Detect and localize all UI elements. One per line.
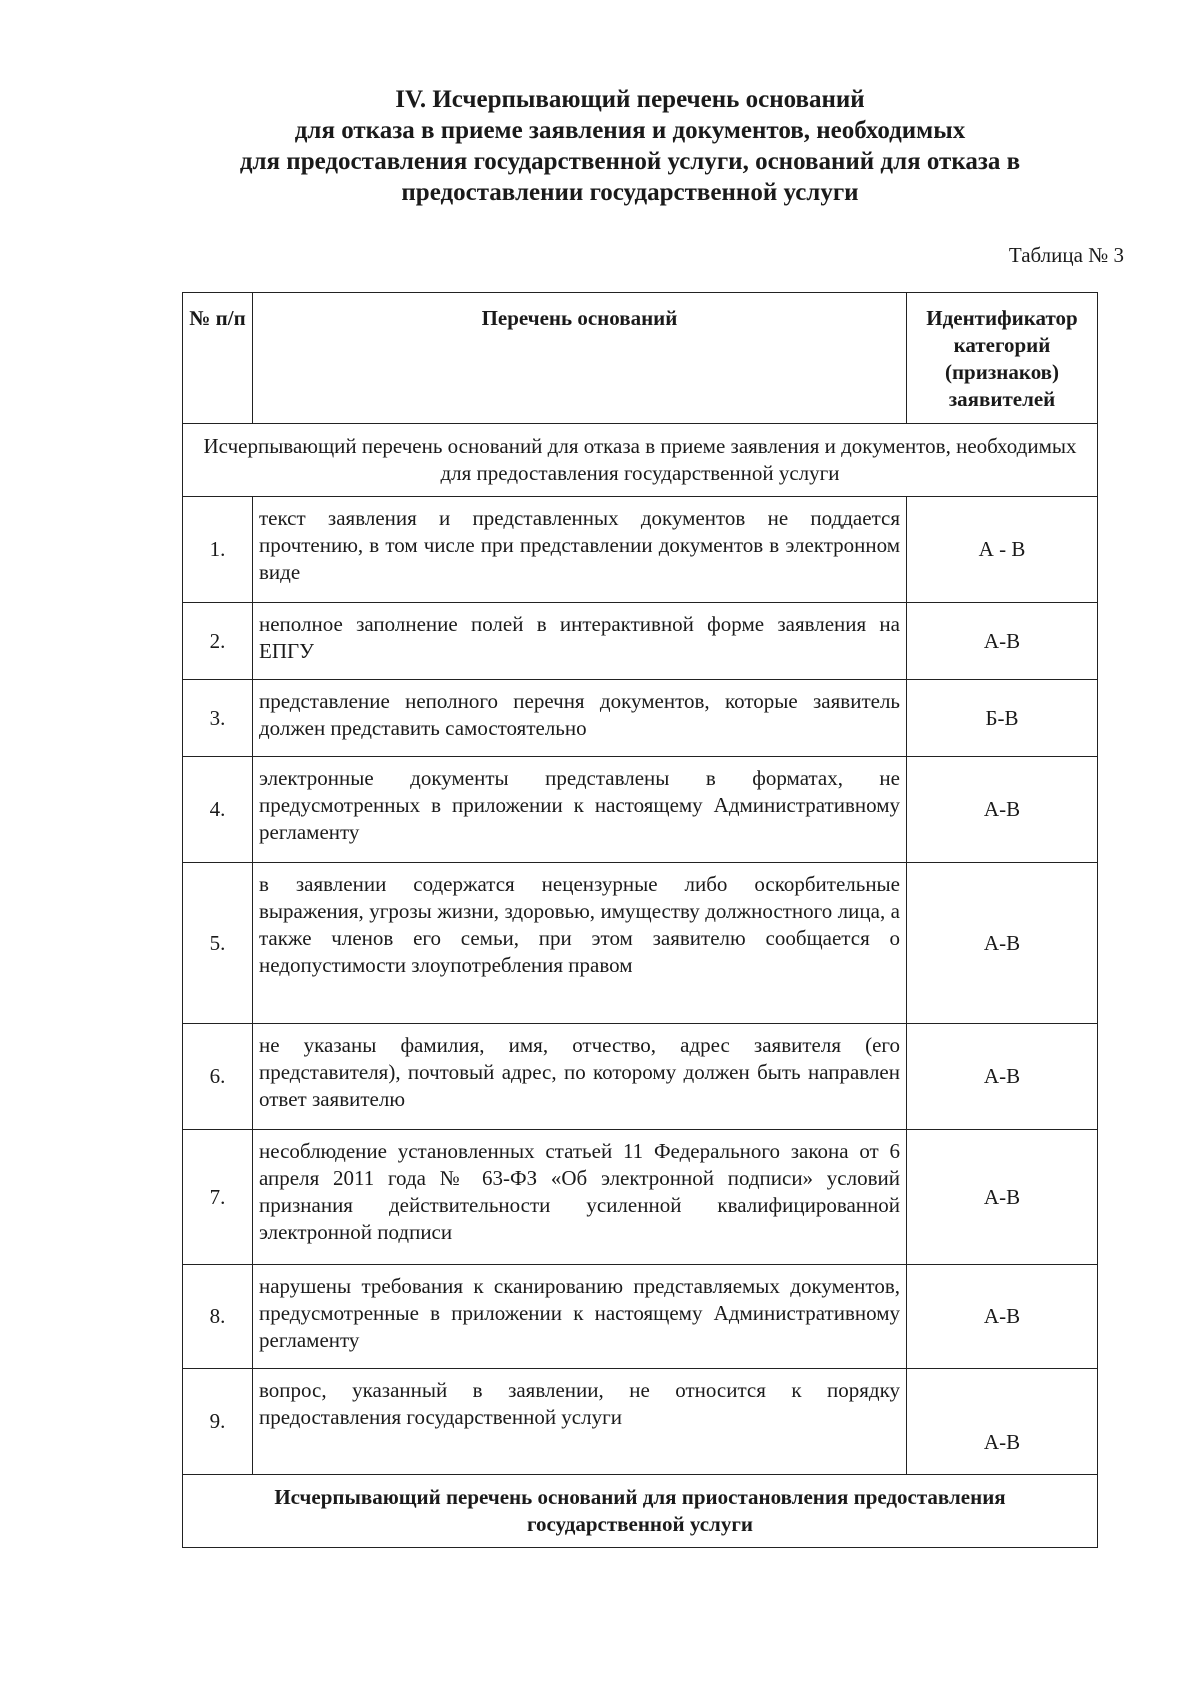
section-row-refusal-acceptance bbox=[183, 424, 1098, 497]
header-num: № п/п bbox=[183, 293, 253, 424]
row-reason: неполное заполнение полей в интерактивной форме заявления на ЕПГУ bbox=[253, 603, 907, 680]
row-number: 2. bbox=[183, 603, 253, 680]
table-header-row bbox=[183, 293, 1098, 424]
row-identifier: Б-В bbox=[907, 680, 1098, 757]
row-number: 8. bbox=[183, 1265, 253, 1369]
table-row bbox=[183, 497, 1098, 603]
row-number: 7. bbox=[183, 1130, 253, 1265]
header-identifier: Идентификатор категорий (признаков) заявителей bbox=[907, 293, 1098, 424]
row-reason: электронные документы представлены в форматах, не предусмотренных в приложении к настоящему Административному регламенту bbox=[253, 757, 907, 863]
table-row bbox=[183, 1369, 1098, 1475]
row-number: 6. bbox=[183, 1024, 253, 1130]
row-number: 3. bbox=[183, 680, 253, 757]
table-row bbox=[183, 680, 1098, 757]
row-reason: в заявлении содержатся нецензурные либо оскорбительные выражения, угрозы жизни, здоровью, имуществу должностного лица, а также членов его семьи, при этом заявителю сообщается о недопустимости злоупотребления правом bbox=[253, 863, 907, 1024]
row-reason: текст заявления и представленных документов не поддается прочтению, в том числе при представлении документов в электронном виде bbox=[253, 497, 907, 603]
row-identifier: А-В bbox=[907, 1024, 1098, 1130]
section-title: Исчерпывающий перечень оснований для приостановления предоставления государственной услуги bbox=[183, 1475, 1098, 1548]
table-row bbox=[183, 863, 1098, 1024]
row-identifier: А-В bbox=[907, 1265, 1098, 1369]
row-number: 9. bbox=[183, 1369, 253, 1475]
table-row bbox=[183, 1024, 1098, 1130]
heading-line: для предоставления государственной услуги, оснований для отказа в bbox=[239, 148, 1021, 175]
row-identifier: А-В bbox=[907, 757, 1098, 863]
section-row-suspension bbox=[183, 1475, 1098, 1548]
row-reason: вопрос, указанный в заявлении, не относится к порядку предоставления государственной услуги bbox=[253, 1369, 907, 1475]
section-title: Исчерпывающий перечень оснований для отказа в приеме заявления и документов, необходимых для предоставления государственной услуги bbox=[183, 424, 1098, 497]
table-row bbox=[183, 757, 1098, 863]
header-reasons: Перечень оснований bbox=[253, 293, 907, 424]
row-number: 5. bbox=[183, 863, 253, 1024]
row-identifier: А-В bbox=[907, 1369, 1098, 1475]
heading-line: предоставлении государственной услуги bbox=[401, 179, 859, 206]
row-reason: не указаны фамилия, имя, отчество, адрес заявителя (его представителя), почтовый адрес, по которому должен быть направлен ответ заявителю bbox=[253, 1024, 907, 1130]
heading-line: для отказа в приеме заявления и документов, необходимых bbox=[294, 117, 966, 144]
row-number: 4. bbox=[183, 757, 253, 863]
table-row bbox=[183, 1130, 1098, 1265]
grounds-table bbox=[182, 292, 1098, 1548]
table-caption: Таблица № 3 bbox=[1008, 243, 1124, 267]
row-number: 1. bbox=[183, 497, 253, 603]
row-reason: представление неполного перечня документов, которые заявитель должен представить самостоятельно bbox=[253, 680, 907, 757]
row-reason: нарушены требования к сканированию представляемых документов, предусмотренные в приложении к настоящему Административному регламенту bbox=[253, 1265, 907, 1369]
heading-line: IV. Исчерпывающий перечень оснований bbox=[395, 86, 865, 113]
table-row bbox=[183, 1265, 1098, 1369]
row-identifier: А-В bbox=[907, 603, 1098, 680]
document-heading bbox=[150, 84, 1110, 208]
row-identifier: А - В bbox=[907, 497, 1098, 603]
table-row bbox=[183, 603, 1098, 680]
row-identifier: А-В bbox=[907, 1130, 1098, 1265]
row-identifier: А-В bbox=[907, 863, 1098, 1024]
row-reason: несоблюдение установленных статьей 11 Федерального закона от 6 апреля 2011 года № 63-ФЗ «Об электронной подписи» условий признания действительности усиленной квалифицированной электронной подписи bbox=[253, 1130, 907, 1265]
